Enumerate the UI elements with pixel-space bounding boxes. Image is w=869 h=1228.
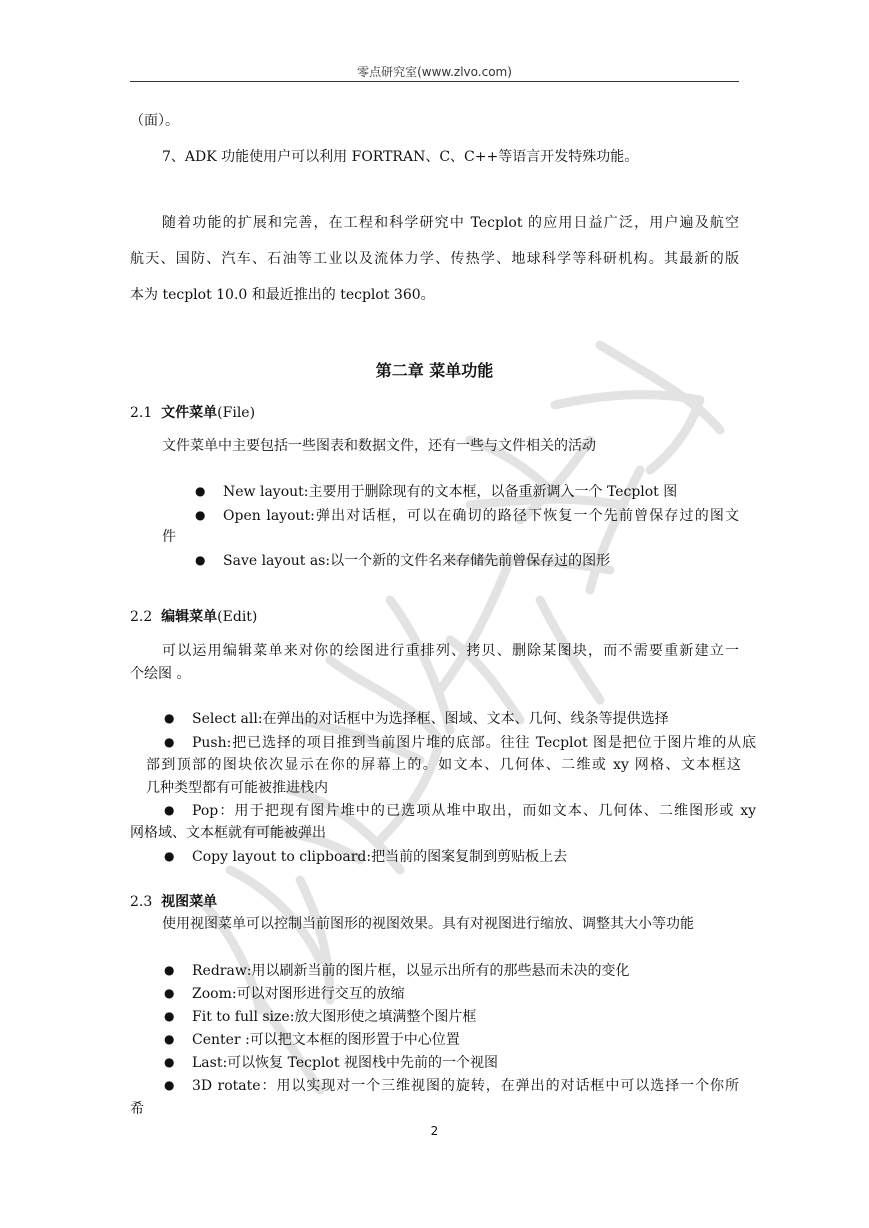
- bullet-icon: ●: [164, 963, 175, 977]
- list-item: Select all:在弹出的对话框中为选择框、图域、文本、几何、线条等提供选择: [192, 711, 669, 727]
- chapter-title: 第二章 菜单功能: [375, 361, 494, 380]
- list-item: 3D rotate：用以实现对一个三维视图的旋转，在弹出的对话框中可以选择一个你所: [192, 1078, 739, 1094]
- intro-paragraph-line: 随着功能的扩展和完善，在工程和科学研究中 Tecplot 的应用日益广泛，用户遍及航空: [162, 215, 739, 231]
- list-item-continuation: 网格域、文本框就有可能被弹出: [130, 825, 326, 841]
- bullet-icon: ●: [164, 803, 175, 817]
- list-item: Pop：用于把现有图片堆中的已选项从堆中取出，而如文本、几何体、二维图形或 xy: [192, 803, 756, 819]
- list-item: Save layout as:以一个新的文件名来存储先前曾保存过的图形: [223, 553, 611, 569]
- bullet-icon: ●: [164, 1009, 175, 1023]
- list-item-continuation: 件: [162, 529, 176, 545]
- list-item: Open layout:弹出对话框，可以在确切的路径下恢复一个先前曾保存过的图文: [223, 508, 739, 524]
- section-number: 2.3: [130, 894, 153, 910]
- bullet-icon: ●: [164, 711, 175, 725]
- intro-paragraph-line: 航天、国防、汽车、石油等工业以及流体力学、传热学、地球科学等科研机构。其最新的版: [130, 251, 739, 267]
- intro-item-7: 7、ADK 功能使用户可以利用 FORTRAN、C、C++等语言开发特殊功能。: [162, 149, 639, 165]
- list-item: New layout:主要用于删除现有的文本框，以备重新调入一个 Tecplot 图: [223, 484, 678, 500]
- list-item: Copy layout to clipboard:把当前的图案复制到剪贴板上去: [192, 849, 568, 865]
- section-heading: [130, 404, 255, 422]
- intro-line: （面）。: [130, 113, 179, 129]
- section-number: 2.1: [130, 405, 153, 421]
- section-title: 文件菜单: [161, 405, 218, 421]
- bullet-icon: ●: [195, 508, 206, 522]
- section-number: 2.2: [130, 609, 153, 625]
- section-description: 文件菜单中主要包括一些图表和数据文件，还有一些与文件相关的活动: [162, 438, 596, 454]
- intro-paragraph-line: 本为 tecplot 10.0 和最近推出的 tecplot 360。: [130, 287, 435, 303]
- list-item-continuation: 部到顶部的图块依次显示在你的屏幕上的。如文本、几何体、二维或 xy 网格、文本框这: [146, 757, 741, 773]
- bullet-icon: ●: [164, 1078, 175, 1092]
- section-description: 个绘图 。: [130, 666, 191, 682]
- section-description: 可以运用编辑菜单来对你的绘图进行重排列、拷贝、删除某图块，而不需要重新建立一: [162, 643, 739, 659]
- section-heading: [130, 893, 217, 911]
- list-item: Zoom:可以对图形进行交互的放缩: [192, 986, 405, 1002]
- section-heading: [130, 608, 257, 626]
- bullet-icon: ●: [164, 986, 175, 1000]
- section-title: 视图菜单: [161, 894, 218, 910]
- page-number: 2: [430, 1124, 439, 1138]
- list-item-continuation: 希: [130, 1101, 144, 1117]
- list-item: Last:可以恢复 Tecplot 视图栈中先前的一个视图: [192, 1055, 498, 1071]
- bullet-icon: ●: [164, 1055, 175, 1069]
- bullet-icon: ●: [164, 1032, 175, 1046]
- section-title-suffix: (Edit): [217, 609, 258, 625]
- bullet-icon: ●: [164, 849, 175, 863]
- bullet-icon: ●: [164, 735, 175, 749]
- section-title-suffix: (File): [217, 405, 256, 421]
- section-description: 使用视图菜单可以控制当前图形的视图效果。具有对视图进行缩放、调整其大小等功能: [162, 916, 694, 932]
- header-rule: [130, 81, 739, 82]
- list-item: Fit to full size:放大图形使之填满整个图片框: [192, 1009, 477, 1025]
- bullet-icon: ●: [195, 553, 206, 567]
- list-item-continuation: 几种类型都有可能被推进栈内: [146, 780, 328, 796]
- list-item: Redraw:用以刷新当前的图片框，以显示出所有的那些悬而未决的变化: [192, 963, 630, 979]
- bullet-icon: ●: [195, 484, 206, 498]
- list-item: Center :可以把文本框的图形置于中心位置: [192, 1032, 460, 1048]
- section-title: 编辑菜单: [161, 609, 218, 625]
- list-item: Push:把已选择的项目推到当前图片堆的底部。往往 Tecplot 图是把位于图片堆的从底: [192, 735, 756, 751]
- page-header: 零点研究室(www.zlvo.com): [357, 65, 512, 79]
